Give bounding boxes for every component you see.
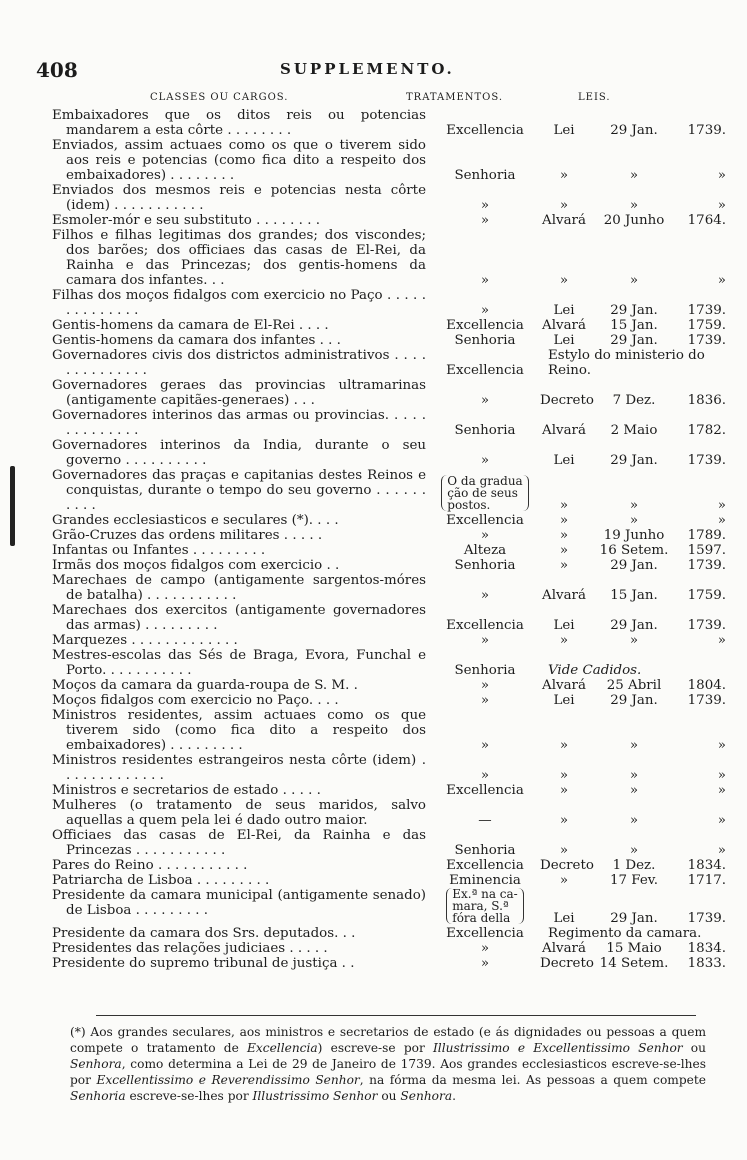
lei-year: 1804. — [687, 678, 726, 693]
table-row — [52, 633, 726, 648]
lei-date: 29 Jan. — [610, 693, 658, 708]
row-classe: Marechaes dos exercitos (antigamente governadores das armas) . . . . . . . . . — [52, 603, 426, 633]
row-tratamento: Excellencia — [446, 513, 524, 528]
table-row — [52, 708, 726, 753]
footnote-italic: Excellencia — [247, 1041, 318, 1055]
footnote-rule — [96, 1015, 696, 1016]
lei-date: » — [629, 498, 639, 513]
lei-year: 1836. — [687, 393, 726, 408]
lei-type: » — [559, 528, 569, 543]
row-classe: Moços da camara da guarda-roupa de S. M. . — [52, 678, 358, 693]
table-row — [52, 468, 726, 513]
column-header-classes: CLASSES OU CARGOS. — [150, 92, 289, 103]
lei-year: 1739. — [687, 123, 726, 138]
footnote-text: ou — [377, 1089, 401, 1103]
lei-type: Alvará — [542, 423, 586, 438]
row-classe: Infantas ou Infantes . . . . . . . . . — [52, 543, 266, 558]
lei-year: 1739. — [687, 911, 726, 926]
tratamento-line: ção de seus — [447, 486, 518, 500]
row-lei — [540, 941, 726, 956]
lei-year: 1759. — [687, 588, 726, 603]
lei-date: 15 Jan. — [610, 318, 658, 333]
lei-year: » — [717, 198, 726, 213]
row-tratamento: » — [480, 956, 490, 971]
lei-date: 29 Jan. — [610, 558, 658, 573]
row-classe: Gentis-homens da camara de El-Rei . . . . — [52, 318, 329, 333]
row-lei — [540, 123, 726, 138]
row-classe: Esmoler-mór e seu substituto . . . . . . . . — [52, 213, 320, 228]
table-row — [52, 378, 726, 408]
lei-year: » — [717, 843, 726, 858]
lei-type: » — [559, 198, 569, 213]
lei-type: » — [559, 633, 569, 648]
lei-type: Alvará — [542, 941, 586, 956]
row-lei — [540, 333, 726, 348]
row-lei — [540, 513, 726, 528]
row-lei — [540, 956, 726, 971]
footnote-italic: Senhoria — [70, 1089, 126, 1103]
lei-date: 25 Abril — [606, 678, 662, 693]
tratamento-line: Ex.ª na ca- — [452, 887, 518, 901]
lei-date: 1 Dez. — [612, 858, 656, 873]
footnote-text: ) escreve-se por — [317, 1041, 433, 1055]
table-row — [52, 438, 726, 468]
row-lei — [540, 911, 726, 926]
lei-type: » — [559, 873, 569, 888]
lei-year: » — [717, 738, 726, 753]
lei-type: Decreto — [540, 956, 594, 971]
row-lei — [540, 768, 726, 783]
row-lei — [540, 543, 726, 558]
row-lei — [540, 813, 726, 828]
row-classe: Grandes ecclesiasticos e seculares (*). . . . — [52, 513, 339, 528]
row-tratamento: » — [480, 393, 490, 408]
table-row — [52, 926, 712, 941]
row-classe: Grão-Cruzes das ordens militares . . . . . — [52, 528, 323, 543]
tratamento-line: fóra della — [452, 911, 511, 925]
row-tratamento: Senhoria — [454, 843, 516, 858]
lei-date: 7 Dez. — [612, 393, 656, 408]
row-tratamento: — — [478, 813, 492, 828]
lei-date: » — [629, 813, 639, 828]
lei-text: Vide Cadidos. — [548, 663, 642, 678]
row-tratamento — [430, 888, 540, 926]
row-tratamento: Excellencia — [446, 858, 524, 873]
footnote-text: . — [452, 1089, 456, 1103]
lei-year: 1782. — [687, 423, 726, 438]
footnote-text: escreve-se-lhes por — [125, 1089, 253, 1103]
row-classe: Enviados dos mesmos reis e potencias nesta côrte (idem) . . . . . . . . . . . — [52, 183, 426, 213]
row-lei — [540, 198, 726, 213]
row-classe: Gentis-homens da camara dos infantes . . . — [52, 333, 341, 348]
table-row — [52, 858, 726, 873]
row-tratamento: Senhoria — [454, 558, 516, 573]
table-row — [52, 828, 726, 858]
lei-year: » — [717, 498, 726, 513]
lei-date: 29 Jan. — [610, 911, 658, 926]
lei-date: 19 Junho — [603, 528, 665, 543]
lei-date: » — [629, 768, 639, 783]
table-row — [52, 288, 726, 318]
row-lei — [540, 663, 726, 678]
footnote-italic: Excellentissimo e Reverendissimo Senhor — [96, 1073, 360, 1087]
row-tratamento: » — [480, 768, 490, 783]
row-classe: Embaixadores que os ditos reis ou potencias mandarem a esta côrte . . . . . . . . — [52, 108, 426, 138]
table-row — [52, 887, 726, 926]
row-lei — [540, 633, 726, 648]
column-header-tratamentos: TRATAMENTOS. — [406, 92, 504, 103]
lei-type: Lei — [553, 693, 575, 708]
column-header-leis: LEIS. — [578, 92, 611, 103]
row-tratamento: Senhoria — [454, 168, 516, 183]
row-lei — [540, 926, 726, 941]
row-lei — [540, 678, 726, 693]
row-lei — [540, 168, 726, 183]
row-tratamento: Senhoria — [454, 333, 516, 348]
tratamento-line: postos. — [447, 498, 491, 512]
row-lei — [540, 453, 726, 468]
row-tratamento: » — [480, 588, 490, 603]
row-tratamento: » — [480, 303, 490, 318]
lei-year: 1789. — [687, 528, 726, 543]
lei-date: » — [629, 633, 639, 648]
lei-year: » — [717, 813, 726, 828]
row-lei — [540, 498, 726, 513]
row-classe: Irmãs dos moços fidalgos com exercicio . . — [52, 558, 340, 573]
table-row — [52, 108, 726, 138]
footnote-text: (*) Aos grandes seculares, aos ministros e secretarios de estado (e ás dignidades ou pessoas a quem compete o tratamento de — [70, 1025, 706, 1055]
row-classe: Governadores geraes das provincias ultramarinas (antigamente capitães-generaes) . . . — [52, 378, 426, 408]
lei-date: » — [629, 513, 639, 528]
row-tratamento: Excellencia — [446, 618, 524, 633]
lei-year: 1739. — [687, 693, 726, 708]
lei-text: Estylo do ministerio do Reino. — [548, 348, 705, 378]
row-lei — [540, 303, 726, 318]
lei-year: 1834. — [687, 941, 726, 956]
lei-date: 2 Maio — [610, 423, 658, 438]
footnote-text: , como determina a Lei de 29 de Janeiro de 1739. Aos grandes ecclesiasticos escreve-se-lhes por — [70, 1057, 706, 1087]
table-row — [52, 956, 726, 971]
lei-date: 17 Fev. — [609, 873, 658, 888]
row-tratamento: » — [480, 528, 490, 543]
margin-ink-mark — [10, 466, 15, 546]
row-classe: Patriarcha de Lisboa . . . . . . . . . — [52, 873, 270, 888]
lei-date: » — [629, 783, 639, 798]
table-row — [52, 753, 726, 783]
lei-year: 1764. — [687, 213, 726, 228]
lei-type: Alvará — [542, 213, 586, 228]
lei-year: » — [717, 273, 726, 288]
row-classe: Governadores civis dos districtos administrativos . . . . . . . . . . . . . . — [52, 348, 426, 378]
tratamento-brace-list — [441, 475, 528, 511]
lei-type: Lei — [553, 453, 575, 468]
lei-year: 1739. — [687, 558, 726, 573]
tratamento-line: mara, S.ª — [452, 899, 509, 913]
table-row — [52, 783, 726, 798]
row-lei — [540, 423, 726, 438]
lei-year: » — [717, 633, 726, 648]
row-tratamento: Senhoria — [454, 663, 516, 678]
row-tratamento: » — [480, 633, 490, 648]
table-row — [52, 213, 726, 228]
lei-type: » — [559, 558, 569, 573]
lei-type: » — [559, 273, 569, 288]
table-body — [52, 108, 726, 971]
lei-type: Alvará — [542, 588, 586, 603]
lei-date: » — [629, 198, 639, 213]
row-classe: Pares do Reino . . . . . . . . . . . — [52, 858, 248, 873]
lei-year: 1739. — [687, 333, 726, 348]
lei-year: » — [717, 768, 726, 783]
row-classe: Ministros residentes estrangeiros nesta côrte (idem) . . . . . . . . . . . . . — [52, 753, 426, 783]
row-lei — [540, 528, 726, 543]
row-classe: Moços fidalgos com exercicio no Paço. . . . — [52, 693, 339, 708]
row-classe: Marechaes de campo (antigamente sargentos-móres de batalha) . . . . . . . . . . . — [52, 573, 426, 603]
row-classe: Ministros residentes, assim actuaes como os que tiverem sido (como fica dito a respeito dos embaixadores) . . . . . . . . . — [52, 708, 426, 753]
table-row — [52, 318, 726, 333]
footnote-italic: Illustrissimo Senhor — [252, 1089, 378, 1103]
row-classe: Governadores das praças e capitanias destes Reinos e conquistas, durante o tempo do seu governo . . . . . . . . . . — [52, 468, 426, 513]
row-classe: Enviados, assim actuaes como os que o tiverem sido aos reis e potencias (como fica dito a respeito dos embaixadores) . . . . . . . . — [52, 138, 426, 183]
lei-type: » — [559, 843, 569, 858]
row-classe: Mestres-escolas das Sés de Braga, Evora, Funchal e Porto. . . . . . . . . . . — [52, 648, 426, 678]
lei-type: Lei — [553, 303, 575, 318]
lei-year: » — [717, 168, 726, 183]
lei-type: » — [559, 768, 569, 783]
row-lei — [540, 693, 726, 708]
row-tratamento: Excellencia — [446, 926, 524, 941]
table-row — [52, 333, 726, 348]
lei-type: Alvará — [542, 678, 586, 693]
lei-date: » — [629, 738, 639, 753]
lei-type: » — [559, 813, 569, 828]
lei-date: 29 Jan. — [610, 333, 658, 348]
lei-type: » — [559, 168, 569, 183]
row-classe: Marquezes . . . . . . . . . . . . . — [52, 633, 238, 648]
row-lei — [540, 348, 726, 378]
lei-year: 1597. — [687, 543, 726, 558]
row-tratamento: » — [480, 941, 490, 956]
table-row — [52, 408, 726, 438]
row-classe: Mulheres (o tratamento de seus maridos, salvo aquellas a quem pela lei é dado outro maior. — [52, 798, 426, 828]
row-tratamento: » — [480, 738, 490, 753]
lei-type: » — [559, 513, 569, 528]
row-lei — [540, 588, 726, 603]
row-lei — [540, 318, 726, 333]
row-lei — [540, 618, 726, 633]
table-row — [52, 693, 726, 708]
lei-date: 29 Jan. — [610, 303, 658, 318]
footnote — [70, 1024, 706, 1104]
row-lei — [540, 858, 726, 873]
lei-date: » — [629, 843, 639, 858]
lei-type: Decreto — [540, 393, 594, 408]
row-tratamento: Excellencia — [446, 123, 524, 138]
row-tratamento: » — [480, 213, 490, 228]
row-classe: Presidente da camara municipal (antigamente senado) de Lisboa . . . . . . . . . — [52, 888, 426, 918]
table-row — [52, 138, 726, 183]
lei-year: 1834. — [687, 858, 726, 873]
table-row — [52, 543, 726, 558]
row-tratamento: Excellencia — [446, 363, 524, 378]
lei-date: 29 Jan. — [610, 453, 658, 468]
row-tratamento: » — [480, 273, 490, 288]
row-tratamento: Excellencia — [446, 318, 524, 333]
lei-year: 1759. — [687, 318, 726, 333]
footnote-text: , na fórma da mesma lei. As pessoas a quem compete — [359, 1073, 706, 1087]
running-title: SUPPLEMENTO. — [280, 60, 455, 78]
table-row — [52, 513, 726, 528]
tratamento-brace-list — [446, 888, 523, 924]
footnote-text: ou — [682, 1041, 706, 1055]
table-row — [52, 183, 726, 213]
table-row — [52, 798, 726, 828]
table-row — [52, 873, 726, 888]
tratamento-line: O da gradua — [447, 474, 523, 488]
lei-type: » — [559, 543, 569, 558]
lei-type: » — [559, 498, 569, 513]
row-tratamento: » — [480, 198, 490, 213]
table-row — [52, 678, 726, 693]
row-lei — [540, 843, 726, 858]
table-row — [52, 228, 726, 288]
lei-text: Regimento da camara. — [548, 926, 702, 941]
lei-year: 1739. — [687, 618, 726, 633]
lei-date: 15 Maio — [606, 941, 662, 956]
lei-date: 20 Junho — [603, 213, 665, 228]
row-classe: Filhos e filhas legitimas dos grandes; dos viscondes; dos barões; dos officiaes das casas de El-Rei, da Rainha e das Princezas; dos gentis-homens da camara dos infantes. . . — [52, 228, 426, 288]
lei-type: » — [559, 738, 569, 753]
lei-date: » — [629, 168, 639, 183]
lei-type: Lei — [553, 618, 575, 633]
row-tratamento: » — [480, 693, 490, 708]
lei-year: » — [717, 783, 726, 798]
table-row — [52, 348, 712, 378]
row-lei — [540, 738, 726, 753]
row-tratamento: Senhoria — [454, 423, 516, 438]
row-lei — [540, 273, 726, 288]
lei-year: 1739. — [687, 303, 726, 318]
row-tratamento: Eminencia — [449, 873, 521, 888]
footnote-italic: Illustrissimo e Excellentissimo Senhor — [432, 1041, 683, 1055]
row-lei — [540, 873, 726, 888]
lei-type: Lei — [553, 333, 575, 348]
row-classe: Governadores interinos da India, durante o seu governo . . . . . . . . . . — [52, 438, 426, 468]
footnote-italic: Senhora — [70, 1057, 122, 1071]
table-row — [52, 941, 726, 956]
lei-year: » — [717, 513, 726, 528]
lei-year: 1739. — [687, 453, 726, 468]
table-row — [52, 558, 726, 573]
lei-date: 15 Jan. — [610, 588, 658, 603]
row-classe: Presidente do supremo tribunal de justiça . . — [52, 956, 355, 971]
row-lei — [540, 783, 726, 798]
table-row — [52, 573, 726, 603]
lei-date: 29 Jan. — [610, 618, 658, 633]
row-tratamento — [430, 475, 540, 513]
lei-year: 1717. — [687, 873, 726, 888]
row-tratamento: Excellencia — [446, 783, 524, 798]
row-tratamento: » — [480, 678, 490, 693]
lei-year: 1833. — [687, 956, 726, 971]
lei-type: Lei — [553, 911, 575, 926]
row-classe: Presidente da camara dos Srs. deputados. . . — [52, 926, 356, 941]
row-classe: Ministros e secretarios de estado . . . . . — [52, 783, 321, 798]
table-row — [52, 648, 712, 678]
row-tratamento: » — [480, 453, 490, 468]
page-number: 408 — [36, 58, 78, 82]
lei-type: Lei — [553, 123, 575, 138]
footnote-italic: Senhora — [400, 1089, 453, 1103]
row-tratamento: Alteza — [463, 543, 507, 558]
lei-date: 14 Setem. — [599, 956, 669, 971]
table-row — [52, 528, 726, 543]
lei-type: Decreto — [540, 858, 594, 873]
row-lei — [540, 213, 726, 228]
lei-date: 16 Setem. — [599, 543, 669, 558]
row-classe: Officiaes das casas de El-Rei, da Rainha e das Princezas . . . . . . . . . . . — [52, 828, 426, 858]
lei-date: 29 Jan. — [610, 123, 658, 138]
lei-type: Alvará — [542, 318, 586, 333]
row-lei — [540, 558, 726, 573]
table-row — [52, 603, 726, 633]
lei-type: » — [559, 783, 569, 798]
row-lei — [540, 393, 726, 408]
row-classe: Presidentes das relações judiciaes . . . . . — [52, 941, 328, 956]
lei-date: » — [629, 273, 639, 288]
row-classe: Governadores interinos das armas ou provincias. . . . . . . . . . . . . . — [52, 408, 426, 438]
row-classe: Filhas dos moços fidalgos com exercicio no Paço . . . . . . . . . . . . . . — [52, 288, 426, 318]
